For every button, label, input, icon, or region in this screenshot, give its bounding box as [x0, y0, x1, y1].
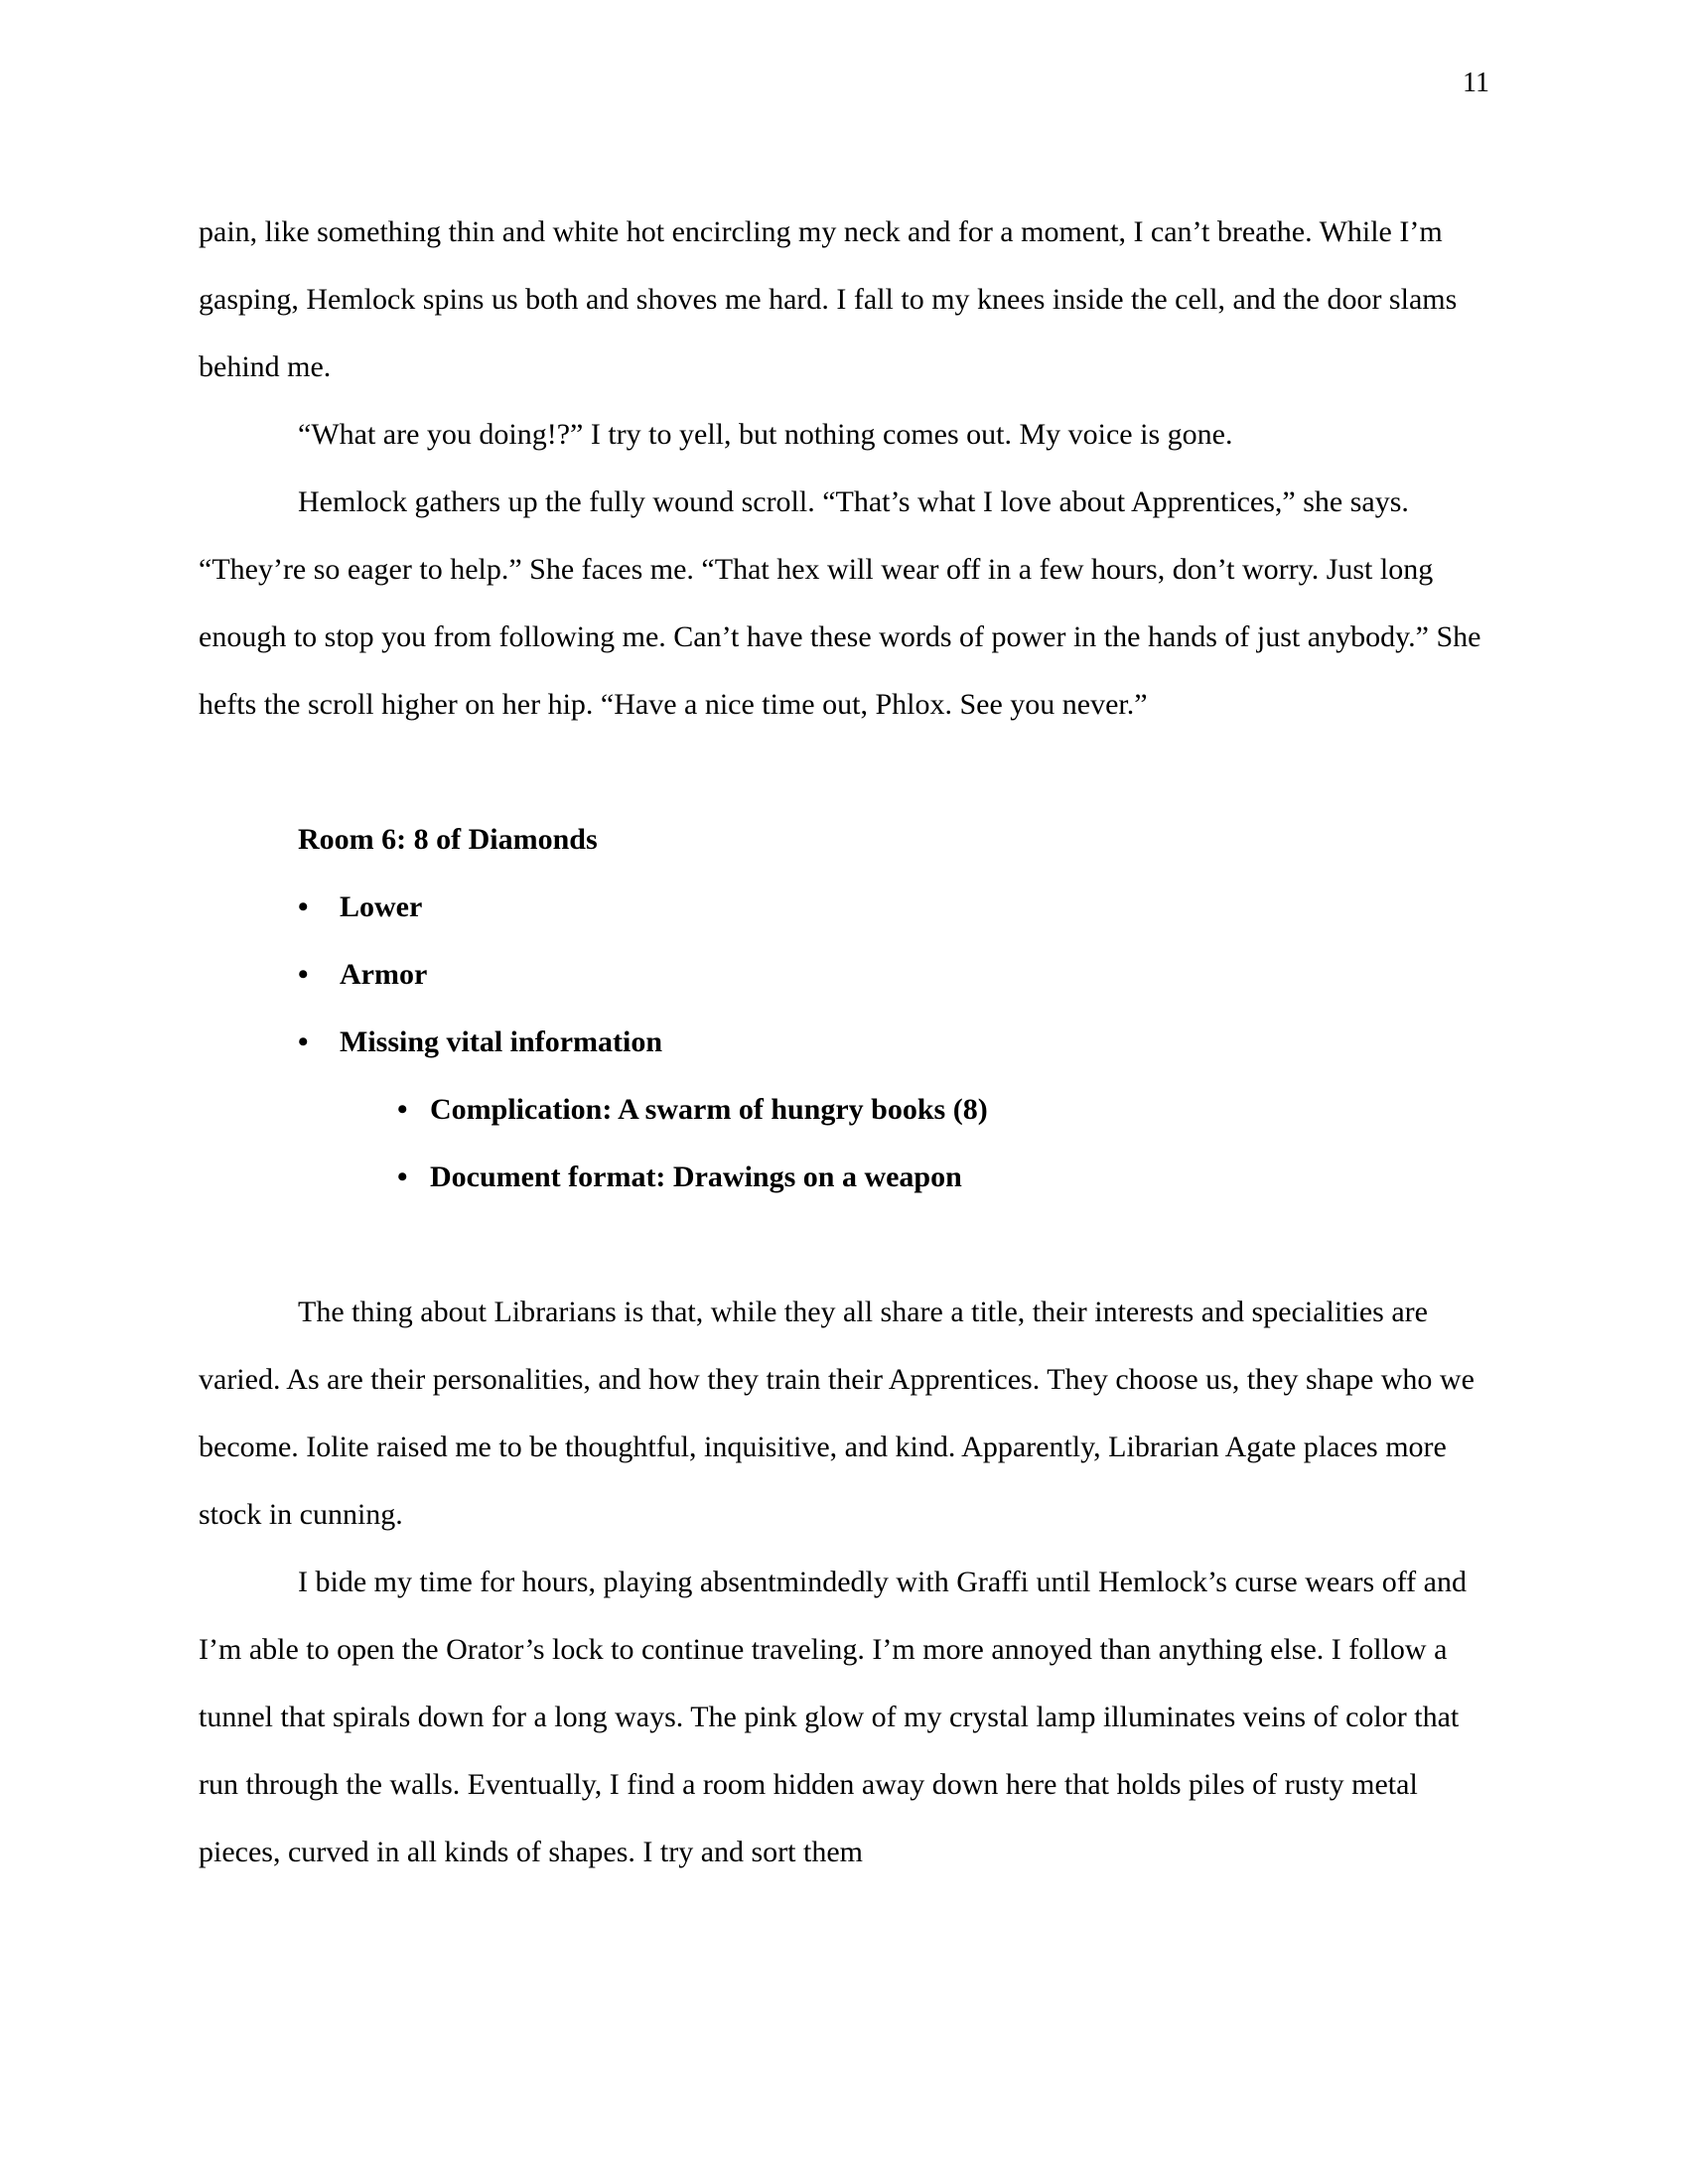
list-item-label: Armor [340, 958, 428, 991]
room-attribute-list [199, 874, 1489, 1076]
paragraph: The thing about Librarians is that, while they all share a title, their interests and specialities are varied. As are their personalities, and how they train their Apprentices. They choose us, they shape who we become. Iolite raised me to be thoughtful, inquisitive, and kind. Apparently, Librarian Agate places more stock in cunning. [199, 1296, 1475, 1531]
list-item-label: Document format: Drawings on a weapon [430, 1160, 962, 1193]
list-item-label: Complication: A swarm of hungry books (8) [430, 1093, 988, 1126]
paragraph: Hemlock gathers up the fully wound scroll. “That’s what I love about Apprentices,” she says. “They’re so eager to help.” She faces me. “That hex will wear off in a few hours, don’t worry. Just long enough to stop you from following me. Can’t have these words of power in the hands of just anybody.” She hefts the scroll higher on her hip. “Have a nice time out, Phlox. See you never.” [199, 485, 1481, 721]
page-number: 11 [1463, 68, 1489, 98]
paragraph: I bide my time for hours, playing absentmindedly with Graffi until Hemlock’s curse wears off and I’m able to open the Orator’s lock to continue traveling. I’m more annoyed than anything else. I follow a tunnel that spirals down for a long ways. The pink glow of my crystal lamp illuminates veins of color that run through the walls. Eventually, I find a room hidden away down here that holds piles of rusty metal pieces, curved in all kinds of shapes. I try and sort them [199, 1566, 1467, 1868]
paragraph: pain, like something thin and white hot encircling my neck and for a moment, I can’t breathe. While I’m gasping, Hemlock spins us both and shoves me hard. I fall to my knees inside the cell, and the door slams behind me. [199, 215, 1458, 383]
section-break [199, 739, 1489, 806]
document-body [199, 199, 1489, 1886]
list-item [199, 941, 1489, 1009]
bullet-icon: • [298, 1025, 309, 1058]
bullet-icon: • [298, 958, 309, 991]
list-item-label: Lower [340, 890, 423, 923]
section-break [199, 1211, 1489, 1279]
bullet-icon: • [298, 890, 309, 923]
list-item [199, 1076, 1489, 1144]
room-detail-list [199, 1076, 1489, 1211]
bullet-icon: • [397, 1160, 408, 1193]
list-item [199, 1009, 1489, 1076]
paragraph: “What are you doing!?” I try to yell, but nothing comes out. My voice is gone. [298, 418, 1233, 451]
list-item [199, 874, 1489, 941]
list-item [199, 1144, 1489, 1211]
list-item-label: Missing vital information [340, 1025, 663, 1058]
room-heading: Room 6: 8 of Diamonds [298, 823, 598, 856]
bullet-icon: • [397, 1093, 408, 1126]
